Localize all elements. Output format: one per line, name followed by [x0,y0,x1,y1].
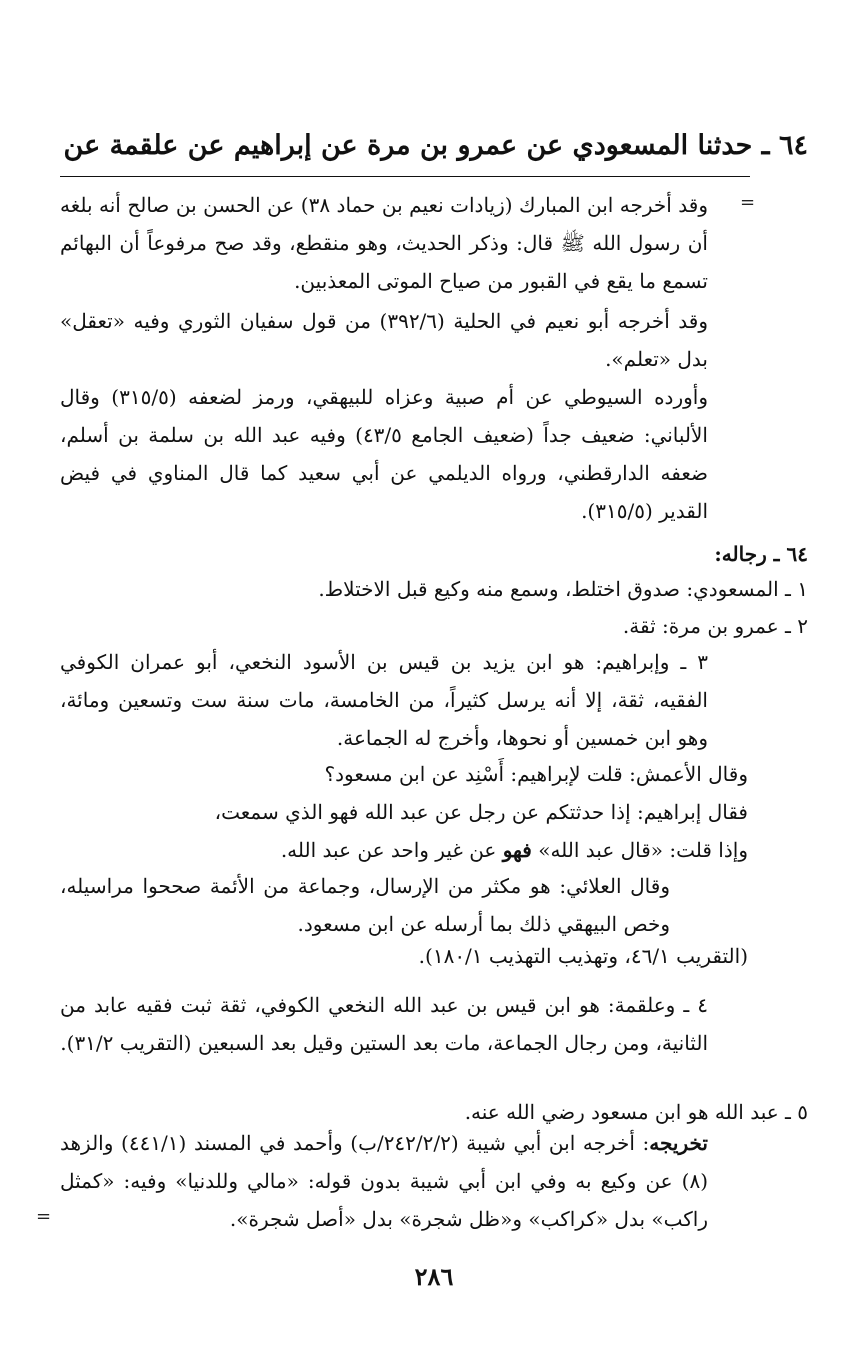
rijal-title: ٦٤ ـ رجاله: [714,542,808,566]
narrator-5: ٥ ـ عبد الله هو ابن مسعود رضي الله عنه. [464,1100,808,1124]
narrator-3-quote-b1: فقال إبراهيم: إذا حدثتكم عن رجل عن عبد الله فهو الذي سمعت، [214,800,748,824]
note-paragraph-2: وقد أخرجه أبو نعيم في الحلية (٣٩٢/٦) من قول سفيان الثوري وفيه «تعقل» بدل «تعلم». [60,309,708,371]
narrator-3-alai: وقال العلائي: هو مكثر من الإرسال، وجماعة من الأئمة صححوا مراسيله، وخص البيهقي ذلك بما أرسله عن ابن مسعود. [60,874,670,936]
narrator-4: ٤ ـ وعلقمة: هو ابن قيس بن عبد الله النخعي الكوفي، ثقة ثبت فقيه عابد من الثانية، ومن رجال الجماعة، مات بعد الستين وقيل بعد السبعين (التقريب ٣١/٢). [60,993,708,1055]
quote-b2-bold: فهو [502,838,532,862]
narrator-3: ٣ ـ وإبراهيم: هو ابن يزيد بن قيس بن الأسود النخعي، أبو عمران الكوفي الفقيه، ثقة، إلا أنه يرسل كثيراً، من الخامسة، مات سنة ست وتسعين ومائة، وهو ابن خمسين أو نحوها، وأخرج له الجماعة. [60,650,708,750]
note-paragraph-1: وقد أخرجه ابن المبارك (زيادات نعيم بن حماد ٣٨) عن الحسن بن صالح أنه بلغه أن رسول الله ﷺ قال: وذكر الحديث، وهو منقطع، وقد صح مرفوعاً أن البهائم تسمع ما يقع في القبور من صياح الموتى المعذبين. [60,193,708,293]
margin-marker: = [36,1206,52,1227]
page-number: ٢٨٦ [414,1262,454,1291]
takhrij-text: : أخرجه ابن أبي شيبة (٢٤٢/٢/٢/ب) وأحمد في المسند (٤٤١/١) والزهد (٨) عن وكيع به وفي ابن أبي شيبة بدون قوله: «مالي وللدنيا» وفيه: «كمثل راكب» بدل «كراكب» و«ظل شجرة» بدل «أصل شجرة». [60,1131,708,1231]
narrator-2: ٢ ـ عمرو بن مرة: ثقة. [622,614,808,638]
narrator-3-source: (التقريب ٤٦/١، وتهذيب التهذيب ١٨٠/١). [418,944,748,968]
takhrij-paragraph [60,1124,708,1238]
takhrij-label: تخريجه [649,1131,708,1155]
quote-b2-start: وإذا قلت: «قال عبد الله» [531,838,748,862]
narrator-1: ١ ـ المسعودي: صدوق اختلط، وسمع منه وكيع قبل الاختلاط. [318,577,808,601]
margin-marker: = [740,192,756,213]
narrator-3-quote-a: وقال الأعمش: قلت لإبراهيم: أَسْنِد عن ابن مسعود؟ [324,762,748,786]
hadith-heading: ٦٤ ـ حدثنا المسعودي عن عمرو بن مرة عن إبراهيم عن علقمة عن [63,130,808,161]
note-paragraph-3: وأورده السيوطي عن أم صبية وعزاه للبيهقي، ورمز لضعفه (٣١٥/٥) وقال الألباني: ضعيف جداً (ضعيف الجامع ٤٣/٥) وفيه عبد الله بن سلمة بن أسلم، ضعفه الدارقطني، ورواه الديلمي عن أبي سعيد كما قال المناوي في فيض القدير (٣١٥/٥). [60,385,708,523]
heading-rule [60,176,750,177]
narrator-3-quote-b2 [281,838,748,862]
quote-b2-end: عن غير واحد عن عبد الله. [280,838,503,862]
